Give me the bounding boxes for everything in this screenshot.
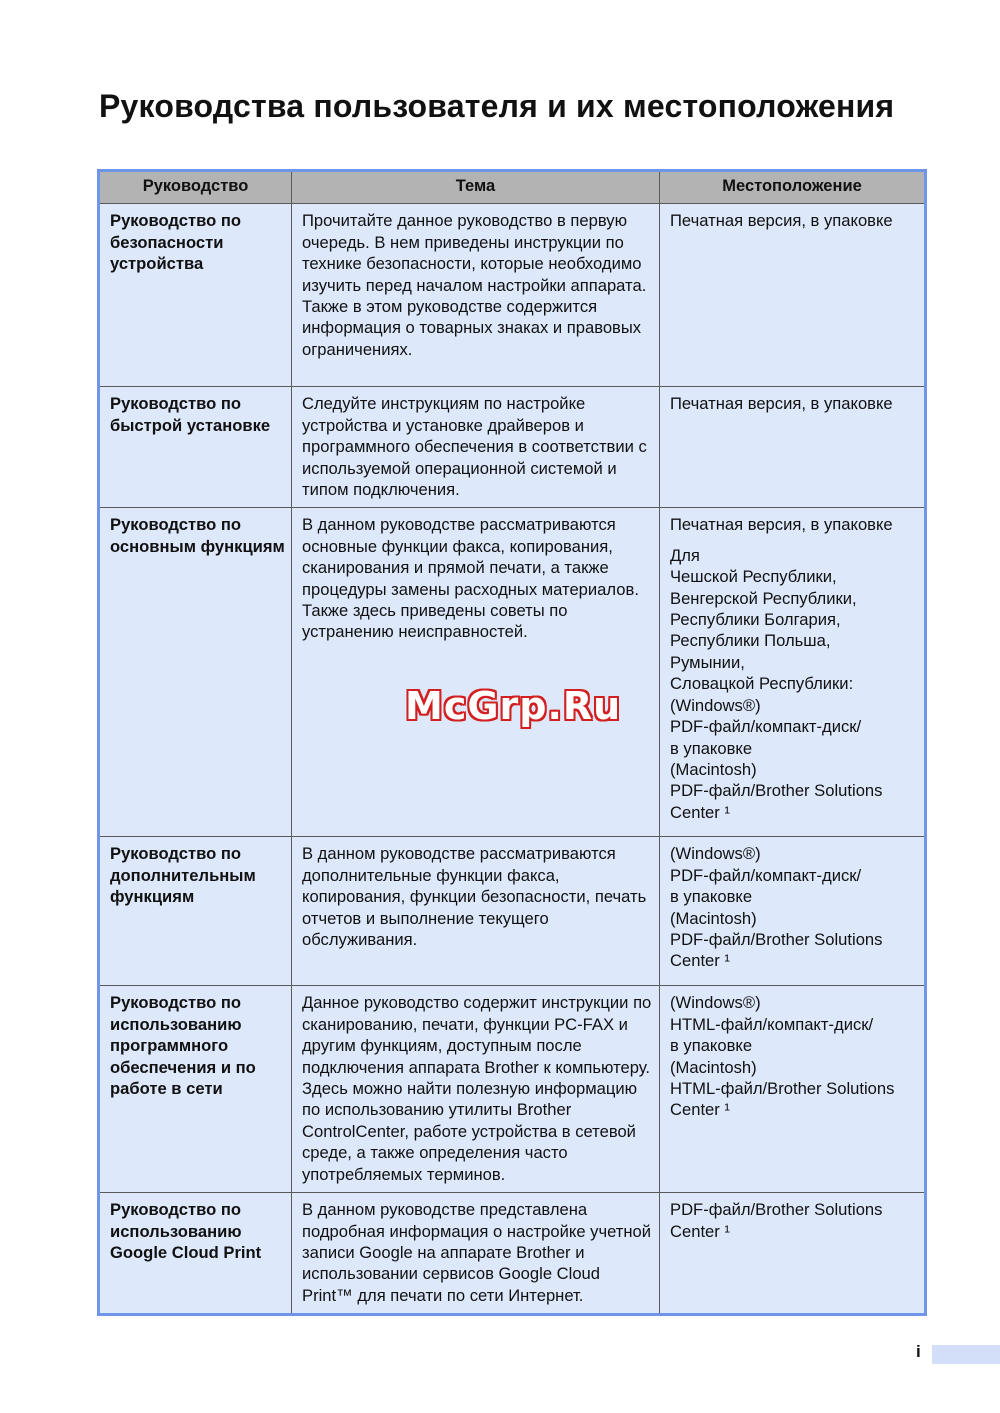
location-line: Печатная версия, в упаковке: [670, 515, 893, 535]
location-line: Center ¹: [670, 802, 730, 822]
location-line: Center ¹: [670, 1221, 730, 1241]
guide-topic: В данном руководстве рассматриваются основные функции факса, копирования, сканирования и прямой печати, а также процедуры замены расходных материалов. Также здесь приведены советы по устранению неисправностей.: [292, 508, 660, 837]
location-line: HTML-файл/компакт-диск/: [670, 1014, 874, 1034]
header-topic: Тема: [292, 171, 660, 204]
location-line: Венгерской Республики,: [670, 588, 857, 608]
location-gap: [670, 536, 918, 545]
location-line: Республики Болгария,: [670, 610, 841, 630]
guide-name: Руководство по дополнительным функциям: [99, 837, 292, 986]
guide-location: [660, 837, 926, 986]
guide-location: [660, 986, 926, 1193]
location-line: Чешской Республики,: [670, 567, 837, 587]
location-line: Center ¹: [670, 951, 730, 971]
guide-name: Руководство по использованию Google Cloud Print: [99, 1193, 292, 1315]
guide-name: Руководство по основным функциям: [99, 508, 292, 837]
guide-topic: В данном руководстве рассматриваются дополнительные функции факса, копирования, функции безопасности, печать отчетов и выполнение текущего обслуживания.: [292, 837, 660, 986]
guide-topic: Данное руководство содержит инструкции по сканированию, печати, функции PC-FAX и другим функциям, доступным после подключения аппарата Brother к компьютеру. Здесь можно найти полезную информацию по использованию утилиты Brother ControlCenter, работе устройства в сетевой среде, а также определения часто употребляемых терминов.: [292, 986, 660, 1193]
table-row: [99, 1193, 926, 1315]
guide-location: [660, 387, 926, 508]
location-line: PDF-файл/компакт-диск/: [670, 717, 862, 737]
location-line: в упаковке: [670, 738, 753, 758]
location-line: PDF-файл/Brother Solutions: [670, 1200, 883, 1220]
location-line: в упаковке: [670, 1036, 753, 1056]
guide-topic: В данном руководстве представлена подробная информация о настройке учетной записи Google на аппарате Brother и использовании сервисов Google Cloud Print™ для печати по сети Интернет.: [292, 1193, 660, 1315]
location-line: HTML-файл/Brother Solutions: [670, 1079, 895, 1099]
location-line: Center ¹: [670, 1100, 730, 1120]
location-line: (Windows®): [670, 844, 761, 864]
guides-table: [97, 169, 927, 1316]
guide-topic: Прочитайте данное руководство в первую очередь. В нем приведены инструкции по технике безопасности, которые необходимо изучить перед началом настройки аппарата. Также в этом руководстве содержится информация о товарных знаках и правовых ограничениях.: [292, 204, 660, 387]
guide-location: [660, 1193, 926, 1315]
table-row: [99, 508, 926, 837]
location-line: (Windows®): [670, 695, 761, 715]
location-line: Словацкой Республики:: [670, 674, 854, 694]
location-line: PDF-файл/компакт-диск/: [670, 865, 862, 885]
guide-name: Руководство по быстрой установке: [99, 387, 292, 508]
table-row: [99, 837, 926, 986]
page-title: Руководства пользователя и их местоположения: [99, 88, 895, 124]
location-line: PDF-файл/Brother Solutions: [670, 930, 883, 950]
guide-topic: Следуйте инструкциям по настройке устройства и установке драйверов и программного обеспечения в соответствии с используемой операционной системой и типом подключения.: [292, 387, 660, 508]
guide-name: Руководство по использованию программного обеспечения и по работе в сети: [99, 986, 292, 1193]
location-line: Для: [670, 545, 700, 565]
guide-location: [660, 204, 926, 387]
header-location: Местоположение: [660, 171, 926, 204]
location-line: Печатная версия, в упаковке: [670, 394, 893, 414]
watermark: McGrp.Ru: [405, 684, 622, 728]
location-line: Румынии,: [670, 652, 745, 672]
table-header-row: [99, 171, 926, 204]
table-row: [99, 204, 926, 387]
location-line: (Macintosh): [670, 908, 757, 928]
page-tab-marker: [932, 1345, 1000, 1364]
header-guide: Руководство: [99, 171, 292, 204]
page-number: i: [916, 1342, 921, 1361]
table-row: [99, 387, 926, 508]
location-line: Печатная версия, в упаковке: [670, 211, 893, 231]
location-line: (Windows®): [670, 993, 761, 1013]
guide-location: [660, 508, 926, 837]
location-line: PDF-файл/Brother Solutions: [670, 781, 883, 801]
location-line: в упаковке: [670, 887, 753, 907]
location-line: (Macintosh): [670, 759, 757, 779]
location-line: Республики Польша,: [670, 631, 831, 651]
table-row: [99, 986, 926, 1193]
guide-name: Руководство по безопасности устройства: [99, 204, 292, 387]
location-line: (Macintosh): [670, 1057, 757, 1077]
